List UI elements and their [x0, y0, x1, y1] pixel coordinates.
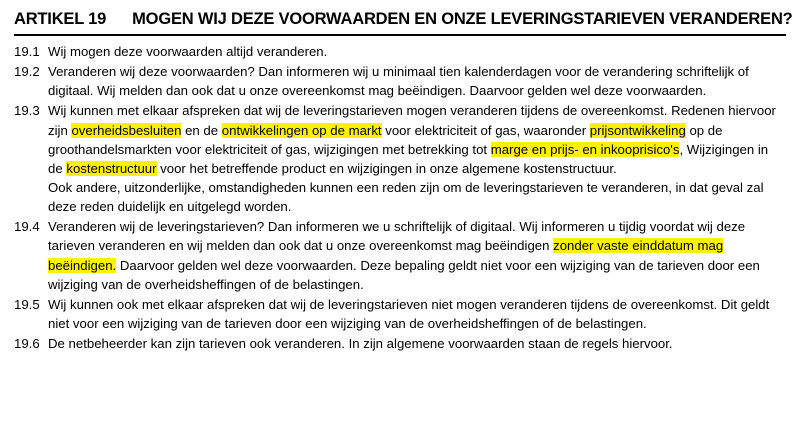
clause-extra-text: Ook andere, uitzonderlijke, omstandigheden kunnen een reden zijn om de leveringstarieven te veranderen, in dat geval zal deze reden duidelijk en uitgelegd worden.: [48, 179, 764, 215]
highlighted-text: kostenstructuur: [66, 160, 157, 176]
highlighted-text: prijsontwikkeling: [589, 122, 686, 138]
clause-text: Wij mogen deze voorwaarden altijd veranderen.: [48, 44, 328, 59]
clause-body: [48, 217, 786, 294]
clause-body: [48, 101, 786, 216]
clause-body: [48, 62, 786, 100]
plain-text: Wij kunnen met elkaar afspreken dat wij de leveringstarieven mogen veranderen tijdens de overeenkomst. Redenen hiervoor zijn: [48, 103, 776, 138]
plain-text: Veranderen wij de leveringstarieven? Dan informeren we u schriftelijk of digitaal. Wij informeren u tijdig voordat wij deze tarieven veranderen en wij melden dan ook dat u onze overeenkomst mag beëindigen: [48, 219, 746, 254]
clause-19-2: [14, 62, 786, 100]
clause-19-4: [14, 217, 786, 294]
plain-text: op de groothandelsmarkten voor elektriciteit of gas, wijzigingen met betrekking tot: [48, 122, 723, 157]
clause-number: 19.3: [14, 103, 40, 119]
clause-text: De netbeheerder kan zijn tarieven ook veranderen. In zijn algemene voorwaarden staan de regels hiervoor.: [48, 336, 673, 352]
clause-19-5: [14, 295, 786, 333]
clause-body: [48, 334, 786, 353]
clause-text-segmented: [48, 217, 786, 294]
plain-text: voor het betreffende product en wijzigingen in onze algemene kostenstructuur.: [156, 160, 617, 176]
article-label: ARTIKEL 19: [14, 10, 107, 28]
clause-number: 19.2: [14, 64, 40, 80]
clause-text-segmented: [48, 101, 786, 178]
highlighted-text: zonder vaste einddatum mag beëindigen.: [48, 238, 724, 273]
clause-19-3: [14, 101, 786, 216]
highlighted-text: ontwikkelingen op de markt: [221, 122, 382, 138]
plain-text: voor elektriciteit of gas, waaronder: [381, 122, 590, 138]
clause-number: 19.4: [14, 219, 40, 235]
plain-text: , Wijzigingen in de: [48, 141, 769, 176]
highlighted-text: overheidsbesluiten: [71, 122, 182, 138]
clause-number: 19.6: [14, 336, 40, 352]
clause-19-1: [14, 42, 786, 61]
clause-number: 19.1: [14, 44, 40, 59]
highlighted-text: marge en prijs- en inkooprisico's: [490, 141, 680, 157]
clause-list: [14, 42, 786, 353]
article-heading: [14, 10, 793, 36]
clause-text: Veranderen wij deze voorwaarden? Dan informeren wij u minimaal tien kalenderdagen voor de verandering schriftelijk of digitaal. Wij melden dan ook dat u onze overeenkomst mag beëindigen. Daarvoor gelden wel deze voorwaarden.: [48, 64, 749, 99]
article-title: MOGEN WIJ DEZE VOORWAARDEN EN ONZE LEVERINGSTARIEVEN VERANDEREN?: [132, 10, 793, 28]
plain-text: Daarvoor gelden wel deze voorwaarden. Deze bepaling geldt niet voor een wijziging van de tarieven door een wijziging van de overheidsheffingen of de belastingen.: [48, 257, 760, 292]
clause-body: [48, 42, 786, 61]
clause-19-6: [14, 334, 786, 353]
clause-body: [48, 295, 786, 333]
clause-number: 19.5: [14, 296, 40, 312]
plain-text: en de: [181, 122, 222, 138]
clause-text: Wij kunnen ook met elkaar afspreken dat wij de leveringstarieven niet mogen veranderen tijdens de overeenkomst. Dit geldt niet voor een wijziging van de tarieven door een wijziging van de overheidsheffingen of de belastingen.: [48, 296, 770, 331]
